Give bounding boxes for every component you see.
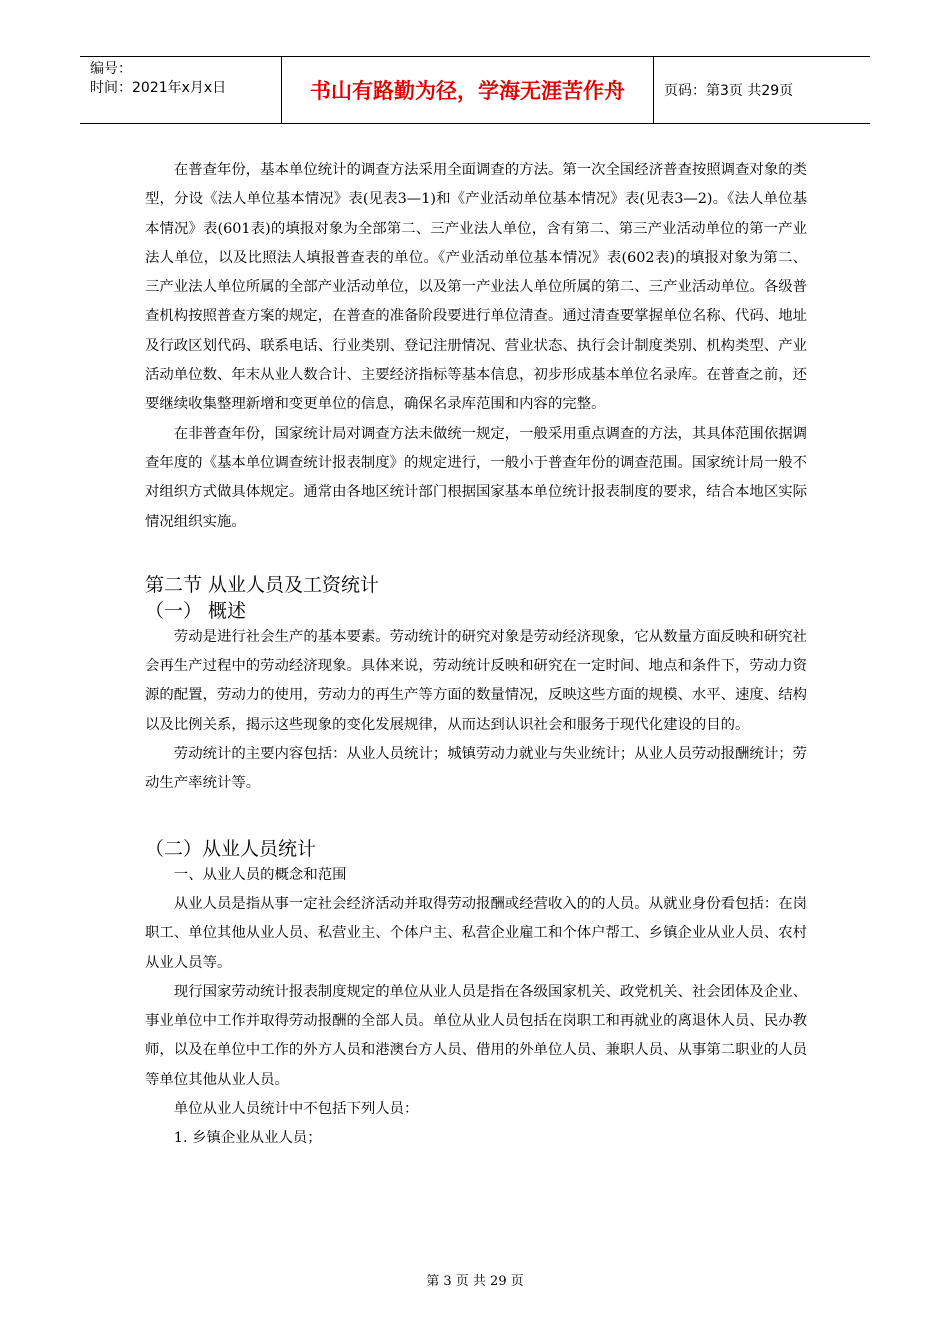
item-concept-title: 一、从业人员的概念和范围 bbox=[173, 866, 347, 883]
section-title: 第二节 从业人员及工资统计 bbox=[145, 573, 380, 596]
page-header bbox=[80, 56, 870, 124]
document-body bbox=[145, 156, 807, 1154]
paragraph-labor-contents: 劳动统计的主要内容包括：从业人员统计；城镇劳动力就业与失业统计；从业人员劳动报酬统计；劳动生产率统计等。 bbox=[145, 746, 807, 792]
paragraph-exclusions-intro: 单位从业人员统计中不包括下列人员： bbox=[173, 1101, 419, 1118]
motto-cell bbox=[282, 57, 654, 123]
page-footer bbox=[0, 1270, 950, 1289]
page-info-text: 页码：第3页 共29页 bbox=[664, 83, 794, 99]
motto-text: 书山有路勤为径，学海无涯苦作舟 bbox=[310, 79, 625, 103]
paragraph-unit-employees: 现行国家劳动统计报表制度规定的单位从业人员是指在各级国家机关、政党机关、社会团体及企业、事业单位中工作并取得劳动报酬的全部人员。单位从业人员包括在岗职工和再就业的离退休人员、民办教师，以及在单位中工作的外方人员和港澳台方人员、借用的外单位人员、兼职人员、从事第二职业的人员等单位其他从业人员。 bbox=[145, 983, 807, 1088]
number-label: 编号： bbox=[90, 61, 132, 77]
subsection-overview-title: （一） 概述 bbox=[145, 599, 247, 622]
paragraph-non-census-year: 在非普查年份，国家统计局对调查方法未做统一规定，一般采用重点调查的方法，其具体范围依据调查年度的《基本单位调查统计报表制度》的规定进行，一般小于普查年份的调查范围。国家统计局一般不对组织方式做具体规定。通常由各地区统计部门根据国家基本单位统计报表制度的要求，结合本地区实际情况组织实施。 bbox=[145, 425, 807, 530]
paragraph-employee-definition: 从业人员是指从事一定社会经济活动并取得劳动报酬或经营收入的的人员。从就业身份看包括：在岗职工、单位其他从业人员、私营业主、个体户主、私营企业雇工和个体户帮工、乡镇企业从业人员、农村从业人员等。 bbox=[145, 895, 807, 971]
footer-page-number: 第 3 页 共 29 页 bbox=[426, 1274, 524, 1289]
time-label: 时间：2021年x月x日 bbox=[90, 80, 227, 96]
paragraph-labor-definition: 劳动是进行社会生产的基本要素。劳动统计的研究对象是劳动经济现象，它从数量方面反映和研究社会再生产过程中的劳动经济现象。具体来说，劳动统计反映和研究在一定时间、地点和条件下，劳动力资源的配置，劳动力的使用，劳动力的再生产等方面的数量情况，反映这些方面的规模、水平、速度、结构以及比例关系，揭示这些现象的变化发展规律，从而达到认识社会和服务于现代化建设的目的。 bbox=[145, 628, 807, 733]
list-item: 1. 乡镇企业从业人员； bbox=[173, 1130, 322, 1147]
header-meta-cell bbox=[80, 57, 282, 123]
subsection-employees-title: （二）从业人员统计 bbox=[145, 837, 317, 860]
paragraph-census-year: 在普查年份，基本单位统计的调查方法采用全面调查的方法。第一次全国经济普查按照调查对象的类型，分设《法人单位基本情况》表(见表3—1)和《产业活动单位基本情况》表(见表3—2)。《法人单位基本情况》表(601表)的填报对象为全部第二、三产业法人单位，含有第二、第三产业活动单位的第一产业法人单位，以及比照法人填报普查表的单位。《产业活动单位基本情况》表(602表)的填报对象为第二、三产业法人单位所属的全部产业活动单位，以及第一产业法人单位所属的第二、三产业活动单位。各级普查机构按照普查方案的规定，在普查的准备阶段要进行单位清查。通过清查要掌握单位名称、代码、地址及行政区划代码、联系电话、行业类别、登记注册情况、营业状态、执行会计制度类别、机构类型、产业活动单位数、年末从业人数合计、主要经济指标等基本信息，初步形成基本单位名录库。在普查之前，还要继续收集整理新增和变更单位的信息，确保名录库范围和内容的完整。 bbox=[145, 162, 807, 413]
page-info-cell bbox=[654, 57, 870, 123]
